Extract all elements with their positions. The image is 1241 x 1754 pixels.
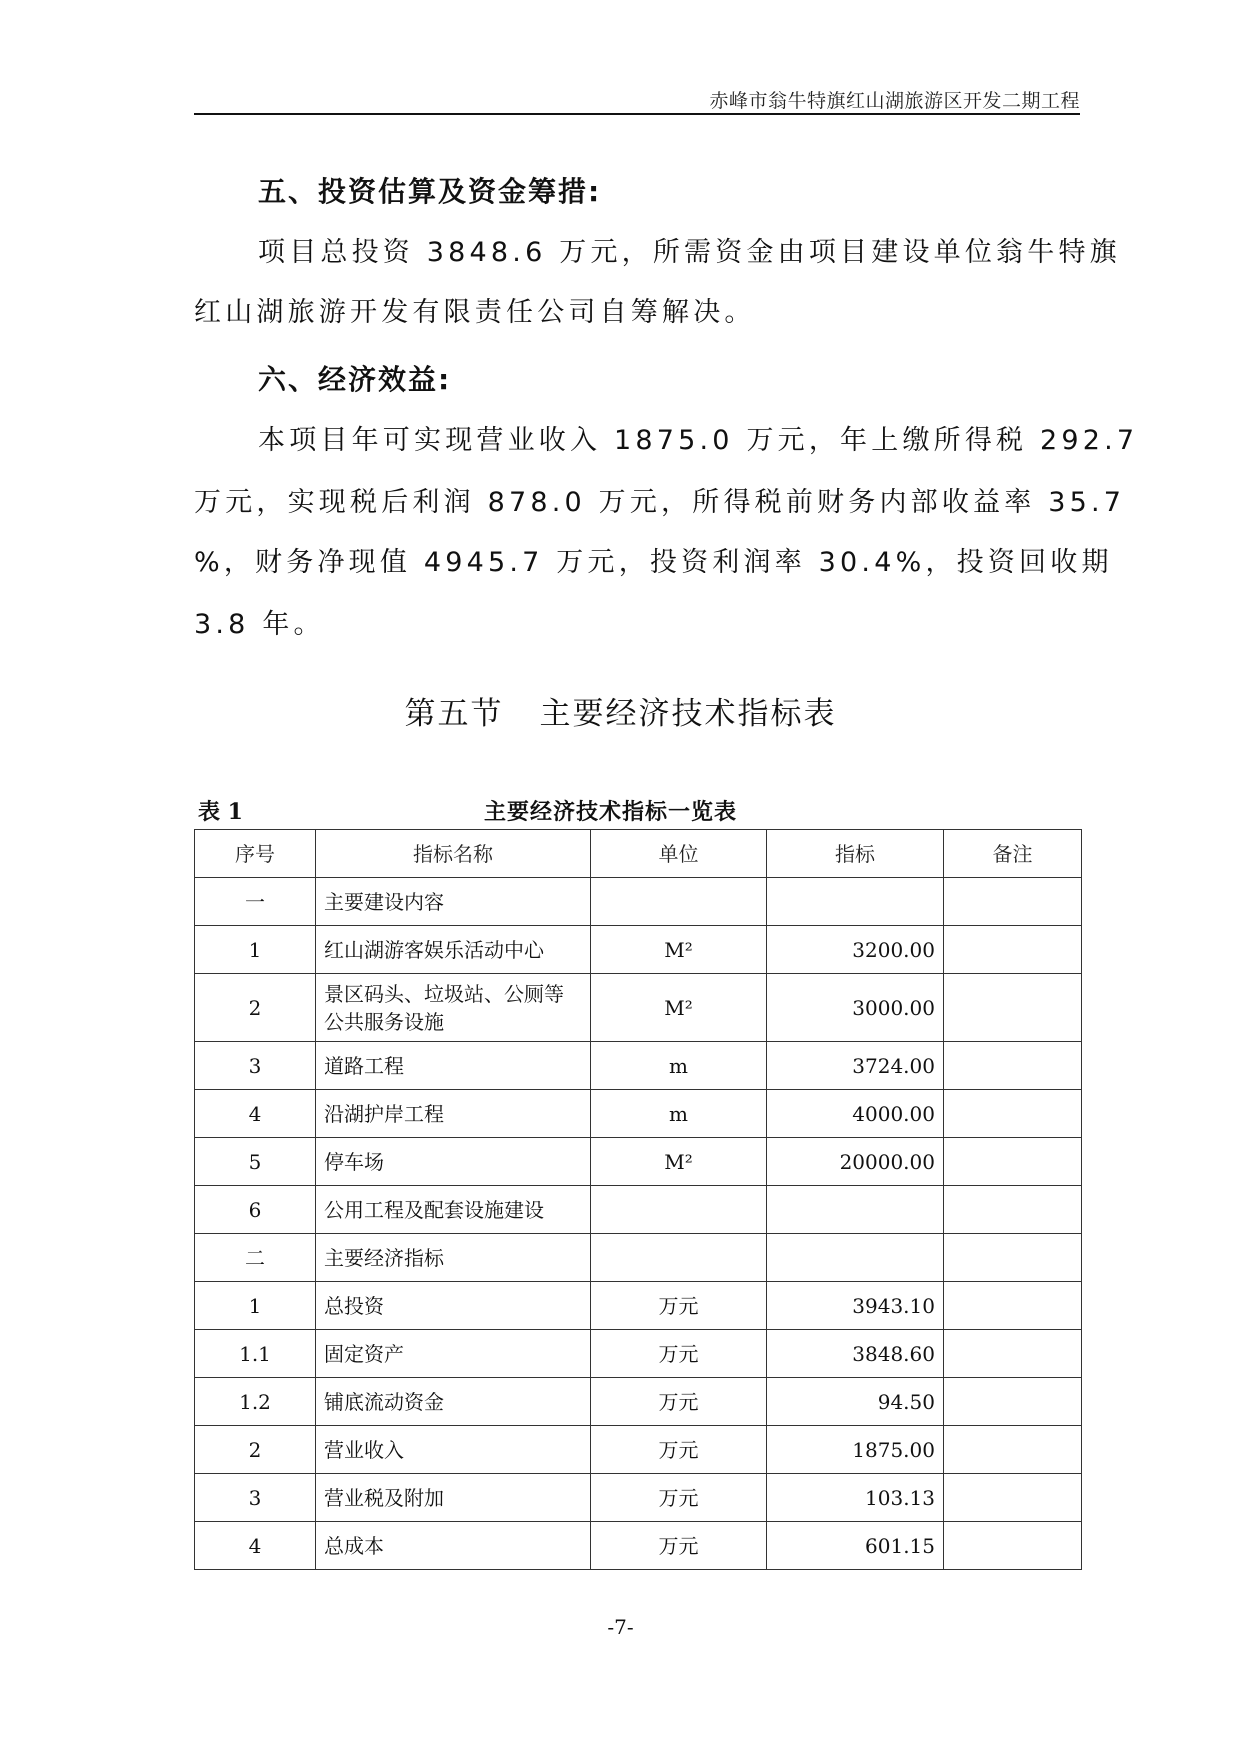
- cell-unit: [591, 1186, 767, 1234]
- cell-seq: 4: [195, 1090, 316, 1138]
- cell-seq: 3: [195, 1042, 316, 1090]
- cell-value: [767, 1234, 944, 1282]
- cell-note: [944, 1234, 1082, 1282]
- table-row: [195, 1378, 1082, 1426]
- table-row: [195, 1522, 1082, 1570]
- cell-seq: 2: [195, 974, 316, 1042]
- cell-seq: 2: [195, 1426, 316, 1474]
- table-row: [195, 878, 1082, 926]
- cell-note: [944, 1282, 1082, 1330]
- cell-name: 沿湖护岸工程: [316, 1090, 591, 1138]
- cell-note: [944, 1186, 1082, 1234]
- cell-unit: 万元: [591, 1282, 767, 1330]
- page-number: -7-: [607, 1615, 634, 1639]
- cell-value: 601.15: [767, 1522, 944, 1570]
- cell-seq: 1.2: [195, 1378, 316, 1426]
- cell-unit: 万元: [591, 1474, 767, 1522]
- cell-seq: 5: [195, 1138, 316, 1186]
- chapter-number: 第五节: [404, 696, 504, 732]
- section-heading-investment: 五、投资估算及资金筹措:: [258, 175, 602, 208]
- cell-name: 总成本: [316, 1522, 591, 1570]
- cell-name: 总投资: [316, 1282, 591, 1330]
- cell-name: 停车场: [316, 1138, 591, 1186]
- cell-value: 4000.00: [767, 1090, 944, 1138]
- cell-note: [944, 1138, 1082, 1186]
- chapter-name: 主要经济技术指标表: [539, 696, 837, 732]
- cell-value: 20000.00: [767, 1138, 944, 1186]
- cell-seq: 4: [195, 1522, 316, 1570]
- cell-name: 主要经济指标: [316, 1234, 591, 1282]
- cell-note: [944, 1330, 1082, 1378]
- cell-note: [944, 974, 1082, 1042]
- cell-name: 主要建设内容: [316, 878, 591, 926]
- cell-note: [944, 1090, 1082, 1138]
- cell-name: 铺底流动资金: [316, 1378, 591, 1426]
- cell-name: 固定资产: [316, 1330, 591, 1378]
- cell-value: [767, 878, 944, 926]
- cell-note: [944, 926, 1082, 974]
- cell-note: [944, 1042, 1082, 1090]
- chapter-title: [0, 688, 1241, 733]
- cell-unit: M²: [591, 926, 767, 974]
- cell-name: 公用工程及配套设施建设: [316, 1186, 591, 1234]
- column-header-seq: 序号: [195, 830, 316, 878]
- cell-unit: 万元: [591, 1426, 767, 1474]
- section-heading-benefits: 六、经济效益:: [258, 363, 452, 396]
- cell-note: [944, 1378, 1082, 1426]
- benefits-paragraph-line: %，财务净现值 4945.7 万元，投资利润率 30.4%，投资回收期: [194, 547, 1113, 578]
- cell-unit: m: [591, 1042, 767, 1090]
- column-header-note: 备注: [944, 830, 1082, 878]
- cell-unit: m: [591, 1090, 767, 1138]
- cell-name: 营业税及附加: [316, 1474, 591, 1522]
- cell-value: 103.13: [767, 1474, 944, 1522]
- cell-seq: 1: [195, 1282, 316, 1330]
- cell-note: [944, 878, 1082, 926]
- table-header-row: [195, 830, 1082, 878]
- cell-unit: M²: [591, 1138, 767, 1186]
- table-row: [195, 1234, 1082, 1282]
- cell-value: 3848.60: [767, 1330, 944, 1378]
- table-row: [195, 1090, 1082, 1138]
- cell-value: 3943.10: [767, 1282, 944, 1330]
- column-header-unit: 单位: [591, 830, 767, 878]
- column-header-value: 指标: [767, 830, 944, 878]
- investment-paragraph-line: 红山湖旅游开发有限责任公司自筹解决。: [194, 297, 756, 328]
- cell-seq: 6: [195, 1186, 316, 1234]
- cell-value: 3724.00: [767, 1042, 944, 1090]
- table-row: [195, 1474, 1082, 1522]
- table-row: [195, 1138, 1082, 1186]
- indicators-table: [194, 829, 1082, 1570]
- table-row: [195, 1330, 1082, 1378]
- table-caption: 主要经济技术指标一览表: [484, 800, 738, 825]
- cell-seq: 1.1: [195, 1330, 316, 1378]
- cell-name: 道路工程: [316, 1042, 591, 1090]
- header-rule: [194, 113, 1080, 115]
- cell-seq: 一: [195, 878, 316, 926]
- cell-name: 景区码头、垃圾站、公厕等公共服务设施: [316, 974, 591, 1042]
- cell-name: 营业收入: [316, 1426, 591, 1474]
- cell-seq: 二: [195, 1234, 316, 1282]
- table-row: [195, 1042, 1082, 1090]
- cell-note: [944, 1474, 1082, 1522]
- cell-value: [767, 1186, 944, 1234]
- benefits-paragraph-line: 本项目年可实现营业收入 1875.0 万元，年上缴所得税 292.7: [258, 425, 1139, 456]
- cell-unit: [591, 1234, 767, 1282]
- table-row: [195, 1426, 1082, 1474]
- cell-note: [944, 1426, 1082, 1474]
- cell-unit: [591, 878, 767, 926]
- cell-unit: 万元: [591, 1378, 767, 1426]
- table-row: [195, 1282, 1082, 1330]
- cell-unit: 万元: [591, 1522, 767, 1570]
- table-row: [195, 1186, 1082, 1234]
- cell-value: 3000.00: [767, 974, 944, 1042]
- cell-unit: M²: [591, 974, 767, 1042]
- benefits-paragraph-line: 3.8 年。: [194, 609, 325, 640]
- cell-seq: 1: [195, 926, 316, 974]
- investment-paragraph-line: 项目总投资 3848.6 万元，所需资金由项目建设单位翁牛特旗: [258, 237, 1121, 268]
- benefits-paragraph-line: 万元，实现税后利润 878.0 万元，所得税前财务内部收益率 35.7: [194, 487, 1126, 518]
- cell-value: 1875.00: [767, 1426, 944, 1474]
- table-row: [195, 974, 1082, 1042]
- cell-value: 3200.00: [767, 926, 944, 974]
- cell-value: 94.50: [767, 1378, 944, 1426]
- table-row: [195, 926, 1082, 974]
- running-header: 赤峰市翁牛特旗红山湖旅游区开发二期工程: [709, 90, 1080, 112]
- cell-unit: 万元: [591, 1330, 767, 1378]
- column-header-name: 指标名称: [316, 830, 591, 878]
- cell-note: [944, 1522, 1082, 1570]
- cell-name: 红山湖游客娱乐活动中心: [316, 926, 591, 974]
- cell-seq: 3: [195, 1474, 316, 1522]
- table-label: 表 1: [198, 799, 243, 825]
